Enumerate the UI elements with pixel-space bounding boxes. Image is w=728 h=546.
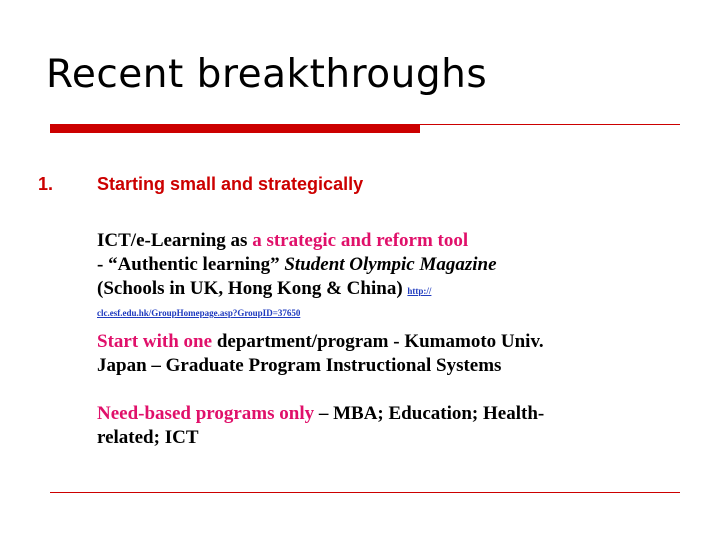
p2-text: department/program - Kumamoto Univ. bbox=[212, 331, 544, 352]
p1-line-1 bbox=[97, 229, 697, 253]
p2-line-2 bbox=[97, 354, 697, 378]
p2-line-1 bbox=[97, 330, 697, 354]
schools-text: (Schools in UK, Hong Kong & China) bbox=[97, 278, 408, 299]
list-number: 1. bbox=[38, 174, 54, 194]
slide-body bbox=[97, 229, 697, 450]
footer-rule bbox=[50, 492, 680, 493]
p2-highlight: Start with one bbox=[97, 331, 213, 352]
p1-highlight: a strategic and reform tool bbox=[252, 230, 469, 251]
list-heading: Starting small and strategically bbox=[97, 174, 364, 194]
title-underline-thick bbox=[50, 124, 420, 133]
p1-text: ICT/e-Learning as bbox=[97, 230, 253, 251]
p3-highlight: Need-based programs only bbox=[97, 403, 315, 424]
magazine-title: Student Olympic Magazine bbox=[284, 254, 497, 275]
title-underline-thin bbox=[420, 124, 680, 125]
p3-line-2 bbox=[97, 426, 697, 450]
authentic-learning-text: - “Authentic learning” bbox=[97, 254, 285, 275]
p2-text-2: Japan – Graduate Program Instructional Systems bbox=[97, 355, 502, 376]
p3-text: – MBA; Education; Health- bbox=[314, 403, 545, 424]
p1-line-3 bbox=[97, 277, 697, 303]
magazine-link-part1[interactable]: http:// bbox=[407, 286, 432, 296]
slide-title: Recent breakthroughs bbox=[46, 52, 488, 97]
p3-text-2: related; ICT bbox=[97, 427, 199, 448]
paragraph-gap bbox=[97, 378, 697, 402]
p1-line-4 bbox=[97, 303, 697, 321]
p1-line-2 bbox=[97, 253, 697, 277]
p3-line-1 bbox=[97, 402, 697, 426]
magazine-link-part2[interactable]: clc.esf.edu.hk/GroupHomepage.asp?GroupID=37650 bbox=[97, 308, 301, 318]
